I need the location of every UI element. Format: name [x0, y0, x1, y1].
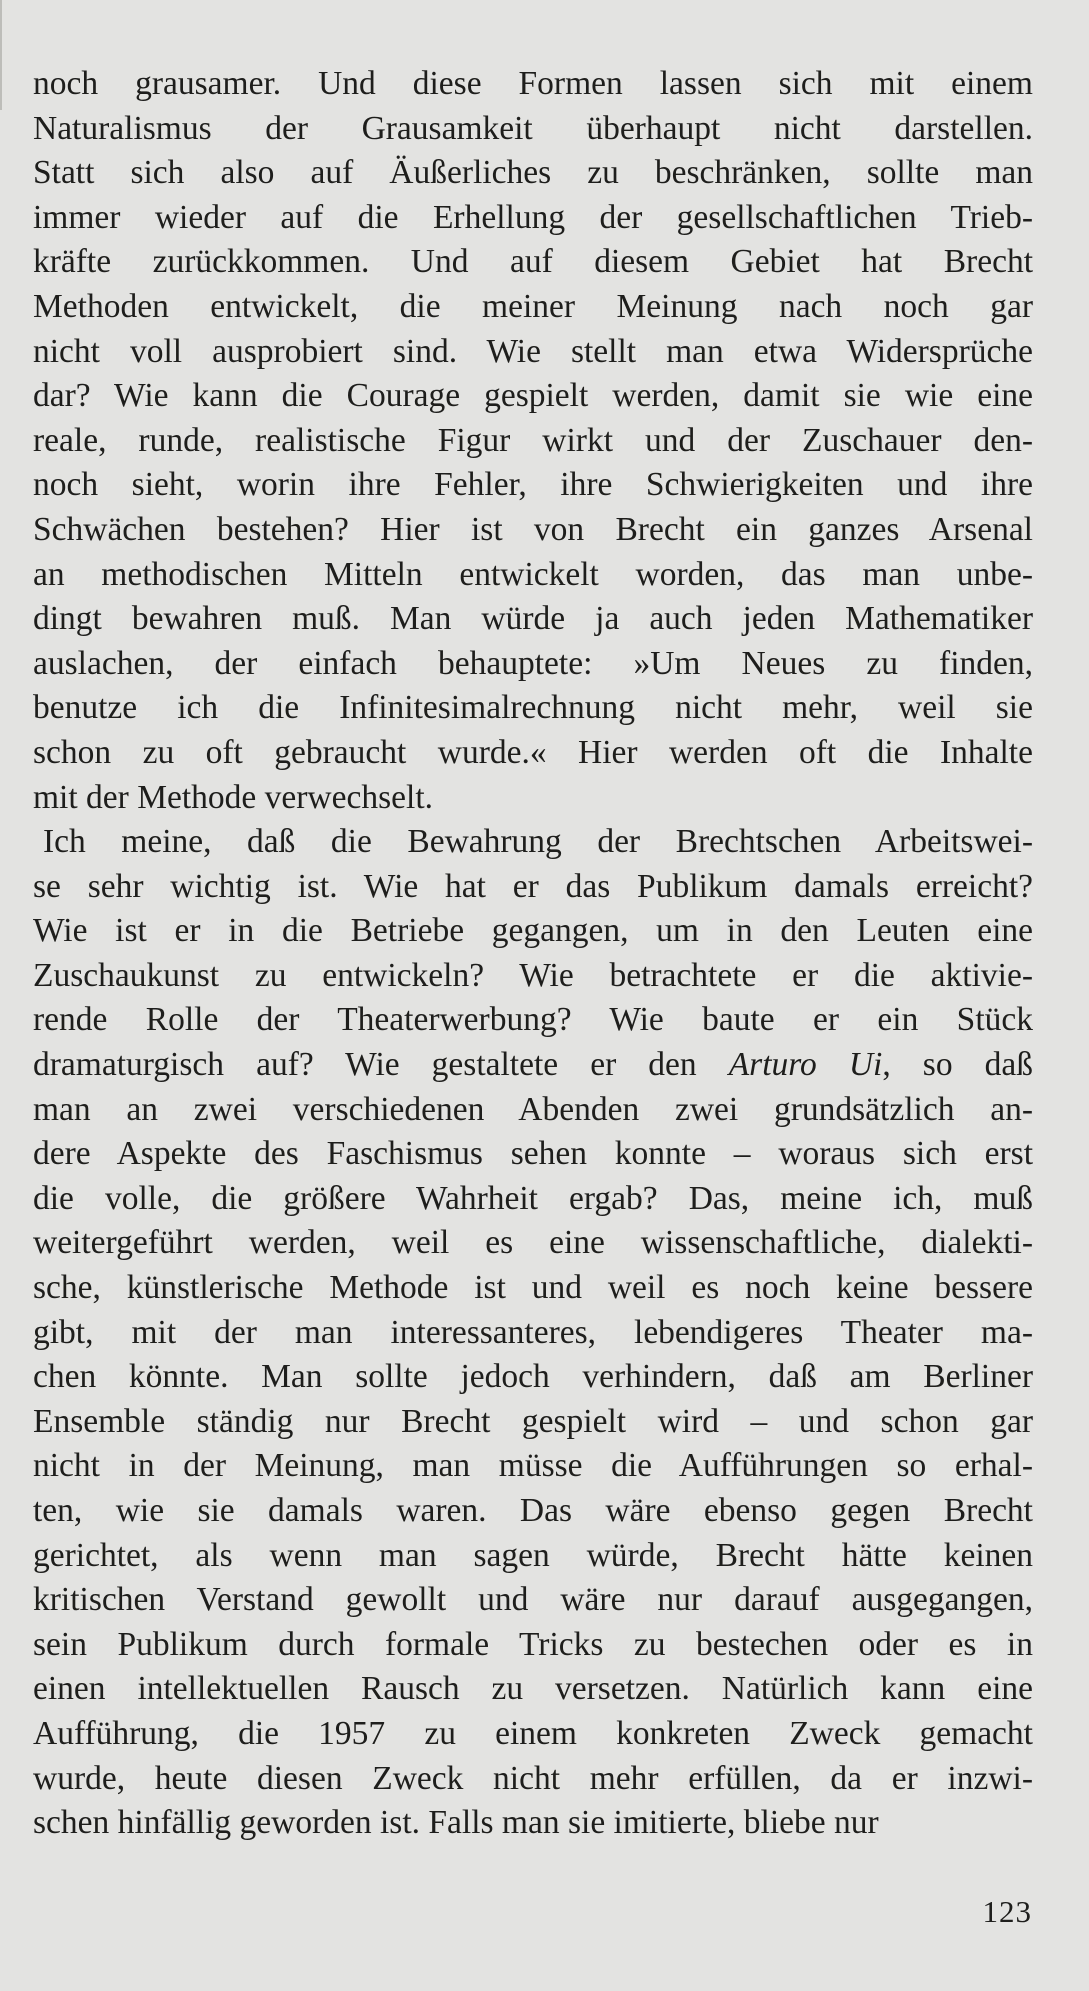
text-line: gerichtet, als wenn man sagen würde, Brecht hätte keinen [33, 1536, 1033, 1574]
text-line: Aufführung, die 1957 zu einem konkreten Zweck gemacht [33, 1714, 1033, 1752]
text-line: noch grausamer. Und diese Formen lassen sich mit einem [33, 65, 1033, 102]
text-line: auslachen, der einfach behauptete: »Um Neues zu finden, [33, 644, 1033, 682]
text-line: dar? Wie kann die Courage gespielt werden, damit sie wie eine [33, 377, 1033, 415]
text-line: immer wieder auf die Erhellung der gesellschaftlichen Trieb- [33, 198, 1033, 236]
text-line: Statt sich also auf Äußerliches zu beschränken, sollte man [33, 154, 1033, 192]
body-text [33, 62, 1033, 1846]
text-line: Naturalismus der Grausamkeit überhaupt nicht darstellen. [33, 109, 1033, 147]
text-line: schon zu oft gebraucht wurde.« Hier werden oft die Inhalte [33, 733, 1033, 771]
text-line: Ich meine, daß die Bewahrung der Brechtschen Arbeitswei- [43, 823, 1033, 861]
text-line: Schwächen bestehen? Hier ist von Brecht ein ganzes Arsenal [33, 510, 1033, 548]
text-line: kräfte zurückkommen. Und auf diesem Gebiet hat Brecht [33, 243, 1033, 281]
text-line: kritischen Verstand gewollt und wäre nur darauf ausgegangen, [33, 1581, 1033, 1619]
text-line: schen hinfällig geworden ist. Falls man sie imitierte, bliebe nur [33, 1804, 879, 1842]
text-line: einen intellektuellen Rausch zu versetzen. Natürlich kann eine [33, 1670, 1033, 1708]
text-line: man an zwei verschiedenen Abenden zwei grundsätzlich an- [33, 1090, 1033, 1128]
text-line: Ensemble ständig nur Brecht gespielt wird – und schon gar [33, 1402, 1033, 1440]
text-line: chen könnte. Man sollte jedoch verhindern, daß am Berliner [33, 1358, 1033, 1396]
text-line: reale, runde, realistische Figur wirkt und der Zuschauer den- [33, 421, 1033, 459]
text-line: dere Aspekte des Faschismus sehen konnte – woraus sich erst [33, 1135, 1033, 1173]
text-line: nicht voll ausprobiert sind. Wie stellt man etwa Widersprüche [33, 332, 1033, 370]
page-number: 123 [982, 1894, 1032, 1929]
text-line: an methodischen Mitteln entwickelt worden, das man unbe- [33, 555, 1033, 593]
text-line: rende Rolle der Theaterwerbung? Wie baute er ein Stück [33, 1001, 1033, 1039]
text-line: Zuschaukunst zu entwickeln? Wie betrachtete er die aktivie- [33, 956, 1033, 994]
text-line: benutze ich die Infinitesimalrechnung nicht mehr, weil sie [33, 689, 1033, 727]
text-line: mit der Methode verwechselt. [33, 778, 434, 816]
text-line: wurde, heute diesen Zweck nicht mehr erfüllen, da er inzwi- [33, 1759, 1033, 1797]
text-line: se sehr wichtig ist. Wie hat er das Publikum damals erreicht? [33, 867, 1033, 905]
text-line: ten, wie sie damals waren. Das wäre ebenso gegen Brecht [33, 1492, 1033, 1529]
text-line: dingt bewahren muß. Man würde ja auch jeden Mathematiker [33, 600, 1033, 638]
text-line: Wie ist er in die Betriebe gegangen, um in den Leuten eine [33, 912, 1033, 950]
text-line: Methoden entwickelt, die meiner Meinung nach noch gar [33, 287, 1033, 325]
text-line: dramaturgisch auf? Wie gestaltete er den Arturo Ui, so daß [33, 1046, 1033, 1084]
text-line: nicht in der Meinung, man müsse die Aufführungen so erhal- [33, 1447, 1033, 1485]
text-line: sein Publikum durch formale Tricks zu bestechen oder es in [33, 1625, 1033, 1663]
text-line: weitergeführt werden, weil es eine wissenschaftliche, dialekti- [33, 1224, 1033, 1262]
text-line: noch sieht, worin ihre Fehler, ihre Schwierigkeiten und ihre [33, 466, 1033, 504]
text-line: die volle, die größere Wahrheit ergab? Das, meine ich, muß [33, 1179, 1033, 1217]
text-line: gibt, mit der man interessanteres, lebendigeres Theater ma- [33, 1313, 1033, 1351]
work-title: Arturo Ui [728, 1046, 883, 1084]
page-edge-mark [0, 0, 2, 110]
text-line: sche, künstlerische Methode ist und weil es noch keine bessere [33, 1269, 1033, 1307]
